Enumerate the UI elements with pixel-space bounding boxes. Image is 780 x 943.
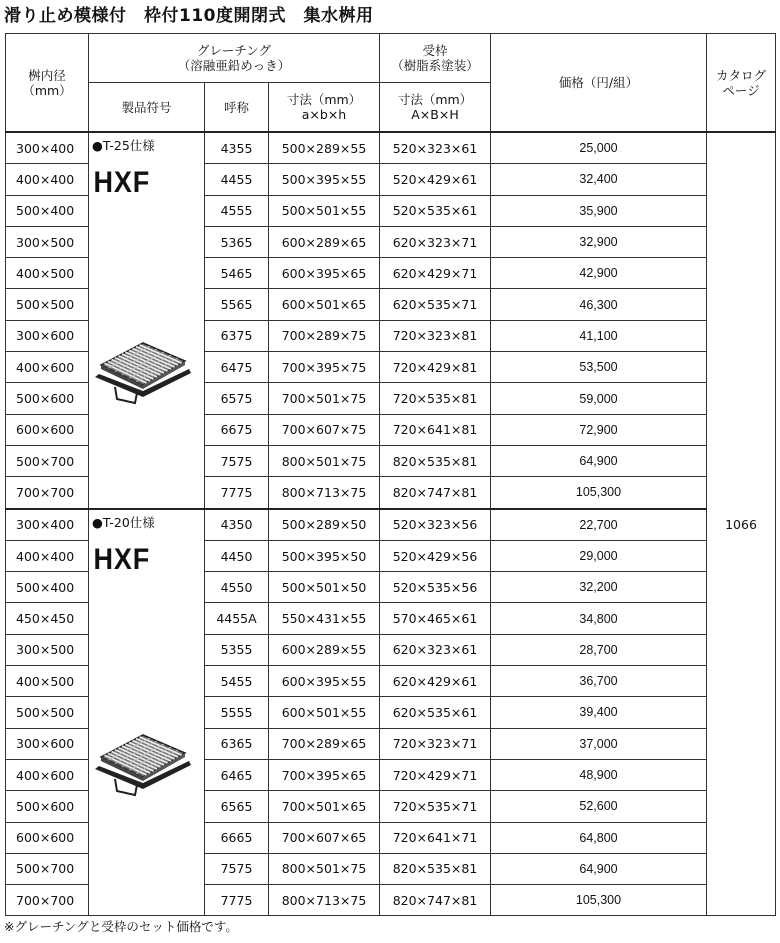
price-cell: 35,900 bbox=[491, 195, 707, 226]
grating-dims-cell: 700×395×75 bbox=[269, 352, 380, 383]
product-code: HXF bbox=[93, 166, 151, 199]
grating-dims-cell: 600×501×65 bbox=[269, 289, 380, 320]
header-catalog: カタログ ページ bbox=[707, 34, 776, 133]
model-cell: 6465 bbox=[205, 759, 269, 790]
frame-dims-cell: 720×323×71 bbox=[380, 728, 491, 759]
frame-dims-cell: 720×641×71 bbox=[380, 822, 491, 853]
model-cell: 5465 bbox=[205, 258, 269, 289]
frame-dims-cell: 520×535×61 bbox=[380, 195, 491, 226]
grating-dims-cell: 600×289×65 bbox=[269, 226, 380, 257]
grating-dims-cell: 800×713×75 bbox=[269, 885, 380, 916]
inner-size-cell: 300×400 bbox=[6, 509, 89, 541]
grating-dims-cell: 700×289×75 bbox=[269, 320, 380, 351]
price-cell: 42,900 bbox=[491, 258, 707, 289]
product-cell bbox=[89, 509, 205, 916]
header-product-code: 製品符号 bbox=[89, 83, 205, 133]
price-cell: 32,400 bbox=[491, 164, 707, 195]
model-cell: 4455 bbox=[205, 164, 269, 195]
inner-size-cell: 500×500 bbox=[6, 289, 89, 320]
price-cell: 28,700 bbox=[491, 634, 707, 665]
inner-size-cell: 400×600 bbox=[6, 759, 89, 790]
inner-size-cell: 400×400 bbox=[6, 540, 89, 571]
grating-dims-cell: 500×395×55 bbox=[269, 164, 380, 195]
grating-dims-cell: 500×501×50 bbox=[269, 572, 380, 603]
inner-size-cell: 400×500 bbox=[6, 258, 89, 289]
model-cell: 4355 bbox=[205, 132, 269, 164]
grating-dims-cell: 700×607×65 bbox=[269, 822, 380, 853]
model-cell: 7775 bbox=[205, 885, 269, 916]
frame-dims-cell: 720×429×71 bbox=[380, 759, 491, 790]
inner-size-cell: 500×600 bbox=[6, 791, 89, 822]
grating-dims-cell: 700×289×65 bbox=[269, 728, 380, 759]
price-cell: 41,100 bbox=[491, 320, 707, 351]
header-grating: グレーチング （溶融亜鉛めっき） bbox=[89, 34, 380, 83]
model-cell: 7575 bbox=[205, 853, 269, 884]
frame-dims-cell: 720×429×81 bbox=[380, 352, 491, 383]
frame-dims-cell: 620×535×61 bbox=[380, 697, 491, 728]
spec-label: ●T-25仕様 bbox=[92, 138, 155, 153]
price-cell: 64,900 bbox=[491, 853, 707, 884]
grating-dims-cell: 500×501×55 bbox=[269, 195, 380, 226]
grating-with-frame-icon bbox=[93, 717, 193, 800]
grating-dims-cell: 600×289×55 bbox=[269, 634, 380, 665]
model-cell: 6575 bbox=[205, 383, 269, 414]
price-cell: 72,900 bbox=[491, 414, 707, 445]
model-cell: 4350 bbox=[205, 509, 269, 541]
inner-size-cell: 500×400 bbox=[6, 195, 89, 226]
frame-dims-cell: 620×535×71 bbox=[380, 289, 491, 320]
frame-dims-cell: 820×747×81 bbox=[380, 477, 491, 509]
frame-dims-cell: 520×429×61 bbox=[380, 164, 491, 195]
price-cell: 39,400 bbox=[491, 697, 707, 728]
inner-size-cell: 600×600 bbox=[6, 822, 89, 853]
grating-dims-cell: 800×713×75 bbox=[269, 477, 380, 509]
inner-size-cell: 400×400 bbox=[6, 164, 89, 195]
frame-dims-cell: 720×535×81 bbox=[380, 383, 491, 414]
price-cell: 37,000 bbox=[491, 728, 707, 759]
model-cell: 4555 bbox=[205, 195, 269, 226]
price-cell: 29,000 bbox=[491, 540, 707, 571]
model-cell: 4550 bbox=[205, 572, 269, 603]
frame-dims-cell: 620×429×61 bbox=[380, 666, 491, 697]
header-grating-dims: 寸法（mm） a×b×h bbox=[269, 83, 380, 133]
model-cell: 5365 bbox=[205, 226, 269, 257]
model-cell: 5455 bbox=[205, 666, 269, 697]
price-table bbox=[5, 33, 776, 916]
model-cell: 5555 bbox=[205, 697, 269, 728]
catalog-page-cell: 1066 bbox=[707, 132, 776, 916]
header-price: 価格（円/組） bbox=[491, 34, 707, 133]
price-cell: 32,200 bbox=[491, 572, 707, 603]
price-cell: 105,300 bbox=[491, 885, 707, 916]
model-cell: 7575 bbox=[205, 445, 269, 476]
inner-size-cell: 400×500 bbox=[6, 666, 89, 697]
grating-dims-cell: 550×431×55 bbox=[269, 603, 380, 634]
frame-dims-cell: 620×323×71 bbox=[380, 226, 491, 257]
grating-dims-cell: 700×607×75 bbox=[269, 414, 380, 445]
price-cell: 22,700 bbox=[491, 509, 707, 541]
grating-dims-cell: 800×501×75 bbox=[269, 853, 380, 884]
header-inner-size: 桝内径 （mm） bbox=[6, 34, 89, 133]
inner-size-cell: 700×700 bbox=[6, 885, 89, 916]
model-cell: 6365 bbox=[205, 728, 269, 759]
price-cell: 59,000 bbox=[491, 383, 707, 414]
grating-dims-cell: 700×501×75 bbox=[269, 383, 380, 414]
frame-dims-cell: 520×429×56 bbox=[380, 540, 491, 571]
footnote: ※グレーチングと受枠のセット価格です。 bbox=[4, 919, 238, 934]
inner-size-cell: 500×700 bbox=[6, 853, 89, 884]
header-frame-dims: 寸法（mm） A×B×H bbox=[380, 83, 491, 133]
header-model: 呼称 bbox=[205, 83, 269, 133]
grating-dims-cell: 700×501×65 bbox=[269, 791, 380, 822]
table-row bbox=[6, 132, 776, 164]
frame-dims-cell: 520×323×56 bbox=[380, 509, 491, 541]
grating-dims-cell: 500×395×50 bbox=[269, 540, 380, 571]
header-frame: 受枠 （樹脂系塗装） bbox=[380, 34, 491, 83]
price-cell: 34,800 bbox=[491, 603, 707, 634]
model-cell: 5355 bbox=[205, 634, 269, 665]
inner-size-cell: 600×600 bbox=[6, 414, 89, 445]
inner-size-cell: 300×500 bbox=[6, 226, 89, 257]
inner-size-cell: 300×600 bbox=[6, 728, 89, 759]
price-cell: 32,900 bbox=[491, 226, 707, 257]
product-cell bbox=[89, 132, 205, 509]
inner-size-cell: 500×700 bbox=[6, 445, 89, 476]
price-cell: 64,900 bbox=[491, 445, 707, 476]
model-cell: 6475 bbox=[205, 352, 269, 383]
inner-size-cell: 450×450 bbox=[6, 603, 89, 634]
table-row bbox=[6, 509, 776, 541]
inner-size-cell: 700×700 bbox=[6, 477, 89, 509]
model-cell: 4450 bbox=[205, 540, 269, 571]
frame-dims-cell: 520×323×61 bbox=[380, 132, 491, 164]
frame-dims-cell: 820×747×81 bbox=[380, 885, 491, 916]
price-cell: 48,900 bbox=[491, 759, 707, 790]
model-cell: 6665 bbox=[205, 822, 269, 853]
spec-label: ●T-20仕様 bbox=[92, 514, 155, 530]
price-cell: 53,500 bbox=[491, 352, 707, 383]
inner-size-cell: 500×600 bbox=[6, 383, 89, 414]
grating-dims-cell: 700×395×65 bbox=[269, 759, 380, 790]
frame-dims-cell: 720×641×81 bbox=[380, 414, 491, 445]
model-cell: 7775 bbox=[205, 477, 269, 509]
grating-dims-cell: 500×289×50 bbox=[269, 509, 380, 541]
inner-size-cell: 500×400 bbox=[6, 572, 89, 603]
model-cell: 4455A bbox=[205, 603, 269, 634]
frame-dims-cell: 620×323×61 bbox=[380, 634, 491, 665]
frame-dims-cell: 820×535×81 bbox=[380, 853, 491, 884]
price-cell: 52,600 bbox=[491, 791, 707, 822]
inner-size-cell: 500×500 bbox=[6, 697, 89, 728]
grating-dims-cell: 600×395×65 bbox=[269, 258, 380, 289]
frame-dims-cell: 720×535×71 bbox=[380, 791, 491, 822]
grating-dims-cell: 500×289×55 bbox=[269, 132, 380, 164]
page-title: 滑り止め模様付 枠付110度開閉式 集水桝用 bbox=[4, 6, 374, 26]
price-cell: 36,700 bbox=[491, 666, 707, 697]
grating-dims-cell: 800×501×75 bbox=[269, 445, 380, 476]
frame-dims-cell: 720×323×81 bbox=[380, 320, 491, 351]
inner-size-cell: 300×600 bbox=[6, 320, 89, 351]
inner-size-cell: 400×600 bbox=[6, 352, 89, 383]
model-cell: 5565 bbox=[205, 289, 269, 320]
model-cell: 6675 bbox=[205, 414, 269, 445]
price-cell: 105,300 bbox=[491, 477, 707, 509]
price-cell: 46,300 bbox=[491, 289, 707, 320]
model-cell: 6565 bbox=[205, 791, 269, 822]
product-code: HXF bbox=[93, 542, 151, 576]
grating-dims-cell: 600×501×55 bbox=[269, 697, 380, 728]
frame-dims-cell: 570×465×61 bbox=[380, 603, 491, 634]
inner-size-cell: 300×500 bbox=[6, 634, 89, 665]
inner-size-cell: 300×400 bbox=[6, 132, 89, 164]
grating-with-frame-icon bbox=[93, 325, 193, 408]
frame-dims-cell: 520×535×56 bbox=[380, 572, 491, 603]
grating-dims-cell: 600×395×55 bbox=[269, 666, 380, 697]
price-cell: 25,000 bbox=[491, 132, 707, 164]
frame-dims-cell: 820×535×81 bbox=[380, 445, 491, 476]
frame-dims-cell: 620×429×71 bbox=[380, 258, 491, 289]
model-cell: 6375 bbox=[205, 320, 269, 351]
price-cell: 64,800 bbox=[491, 822, 707, 853]
